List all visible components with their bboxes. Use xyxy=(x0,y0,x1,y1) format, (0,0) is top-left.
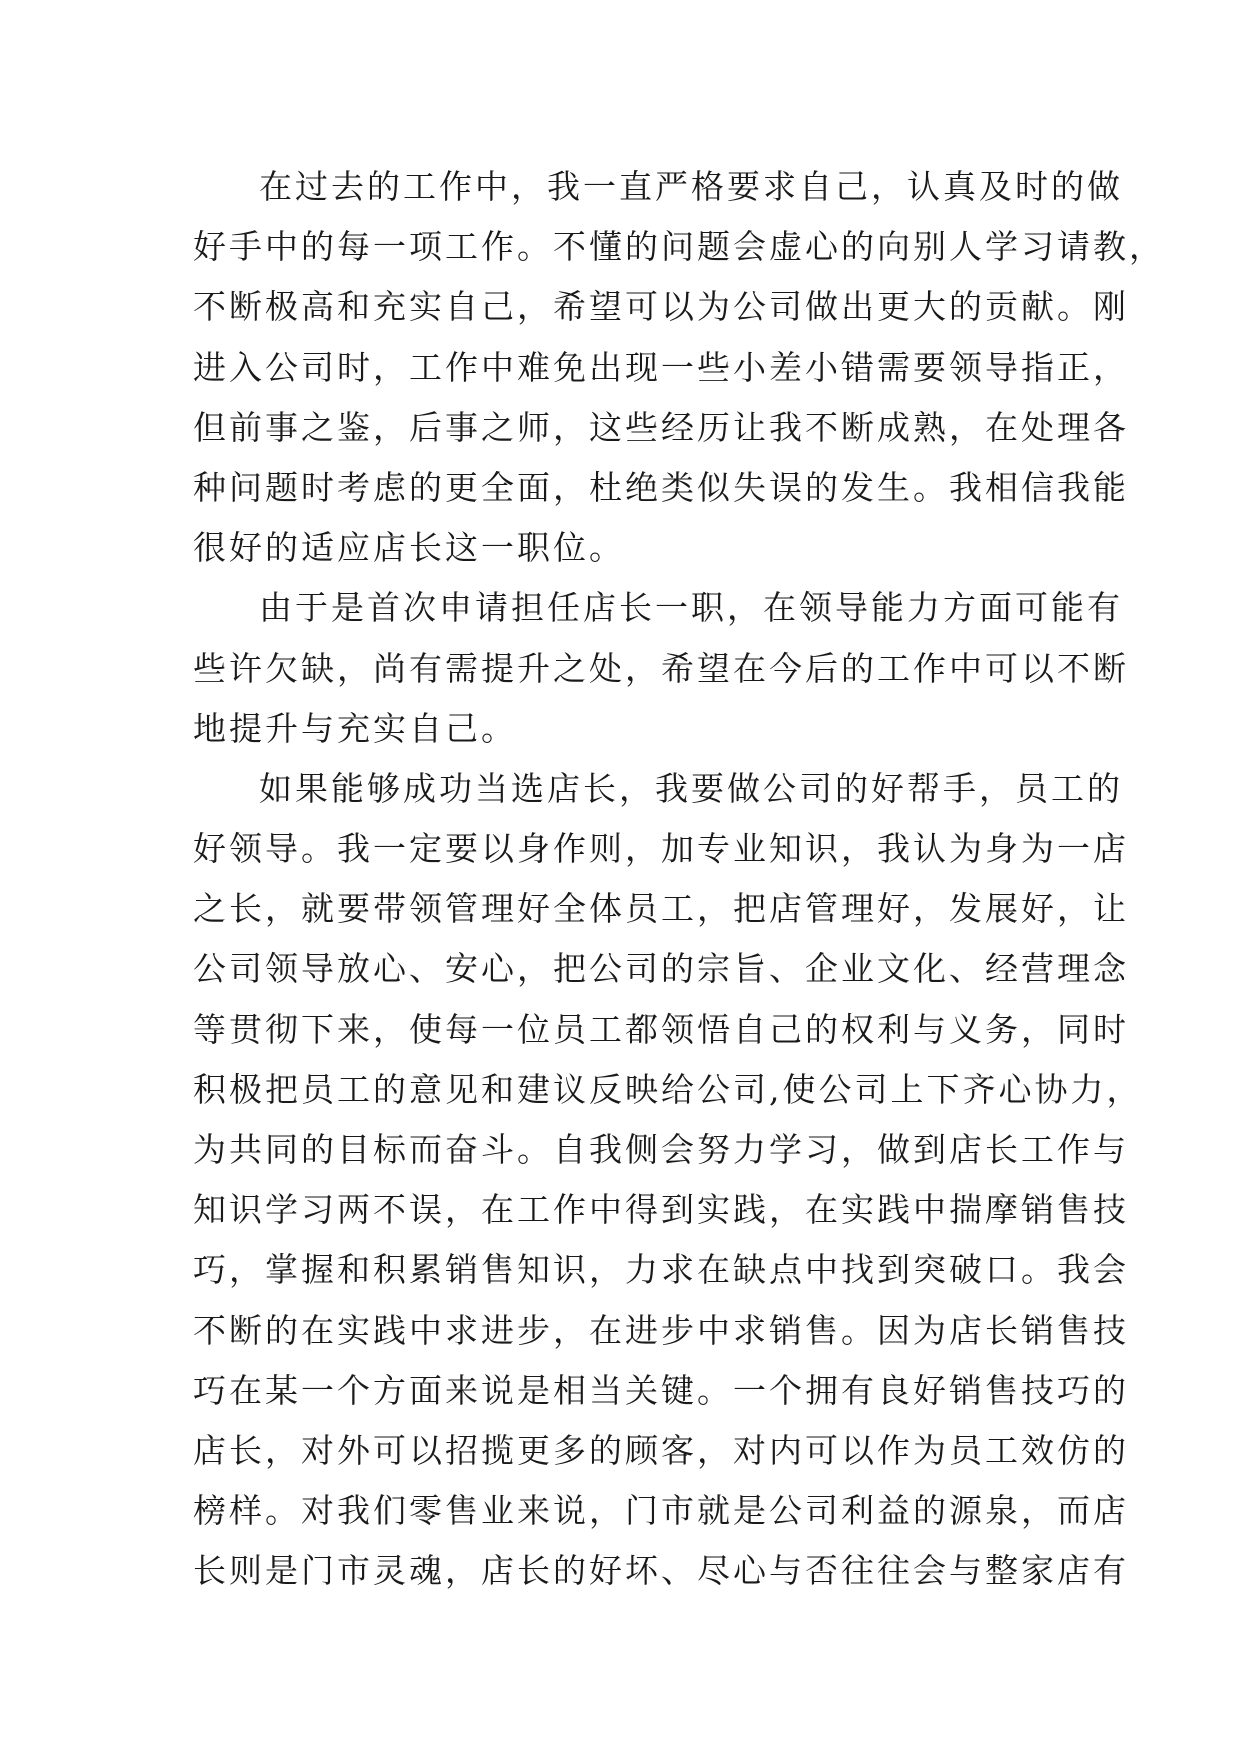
text-line: 知识学习两不误，在工作中得到实践，在实践中揣摩销售技 xyxy=(193,1190,1129,1230)
paragraph-3 xyxy=(193,759,1143,1602)
paragraph-2 xyxy=(193,578,1129,759)
document-body xyxy=(193,157,1165,1602)
text-line: 之长，就要带领管理好全体员工，把店管理好，发展好，让 xyxy=(193,889,1129,929)
paragraph-1 xyxy=(193,157,1165,578)
text-line: 积极把员工的意见和建议反映给公司,使公司上下齐心协力， xyxy=(193,1069,1143,1109)
text-line: 公司领导放心、安心，把公司的宗旨、企业文化、经营理念 xyxy=(193,949,1129,989)
text-line: 不断极高和充实自己，希望可以为公司做出更大的贡献。刚 xyxy=(193,287,1129,327)
text-line: 等贯彻下来，使每一位员工都领悟自己的权利与义务，同时 xyxy=(193,1009,1129,1049)
text-line: 不断的在实践中求进步，在进步中求销售。因为店长销售技 xyxy=(193,1310,1129,1350)
text-line: 进入公司时，工作中难免出现一些小差小错需要领导指正， xyxy=(193,347,1129,387)
text-line: 在过去的工作中，我一直严格要求自己，认真及时的做 xyxy=(259,167,1123,206)
text-line: 好领导。我一定要以身作则，加专业知识，我认为身为一店 xyxy=(193,829,1129,869)
text-line: 榜样。对我们零售业来说，门市就是公司利益的源泉，而店 xyxy=(193,1491,1129,1531)
text-line: 由于是首次申请担任店长一职，在领导能力方面可能有 xyxy=(259,588,1123,628)
text-line: 地提升与充实自己。 xyxy=(193,708,517,748)
text-line: 巧，掌握和积累销售知识，力求在缺点中找到突破口。我会 xyxy=(193,1250,1129,1290)
text-line: 巧在某一个方面来说是相当关键。一个拥有良好销售技巧的 xyxy=(193,1370,1129,1410)
text-line: 店长，对外可以招揽更多的顾客，对内可以作为员工效仿的 xyxy=(193,1430,1129,1470)
text-line: 为共同的目标而奋斗。自我侧会努力学习，做到店长工作与 xyxy=(193,1130,1129,1169)
text-line: 如果能够成功当选店长，我要做公司的好帮手，员工的 xyxy=(259,768,1123,808)
text-line: 好手中的每一项工作。不懂的问题会虚心的向别人学习请教， xyxy=(193,227,1165,267)
text-line: 些许欠缺，尚有需提升之处，希望在今后的工作中可以不断 xyxy=(193,648,1129,688)
text-line: 长则是门市灵魂，店长的好坏、尽心与否往往会与整家店有 xyxy=(193,1551,1129,1591)
text-line: 种问题时考虑的更全面，杜绝类似失误的发生。我相信我能 xyxy=(193,467,1129,507)
text-line: 但前事之鉴，后事之师，这些经历让我不断成熟，在处理各 xyxy=(193,407,1129,447)
text-line: 很好的适应店长这一职位。 xyxy=(193,528,625,568)
